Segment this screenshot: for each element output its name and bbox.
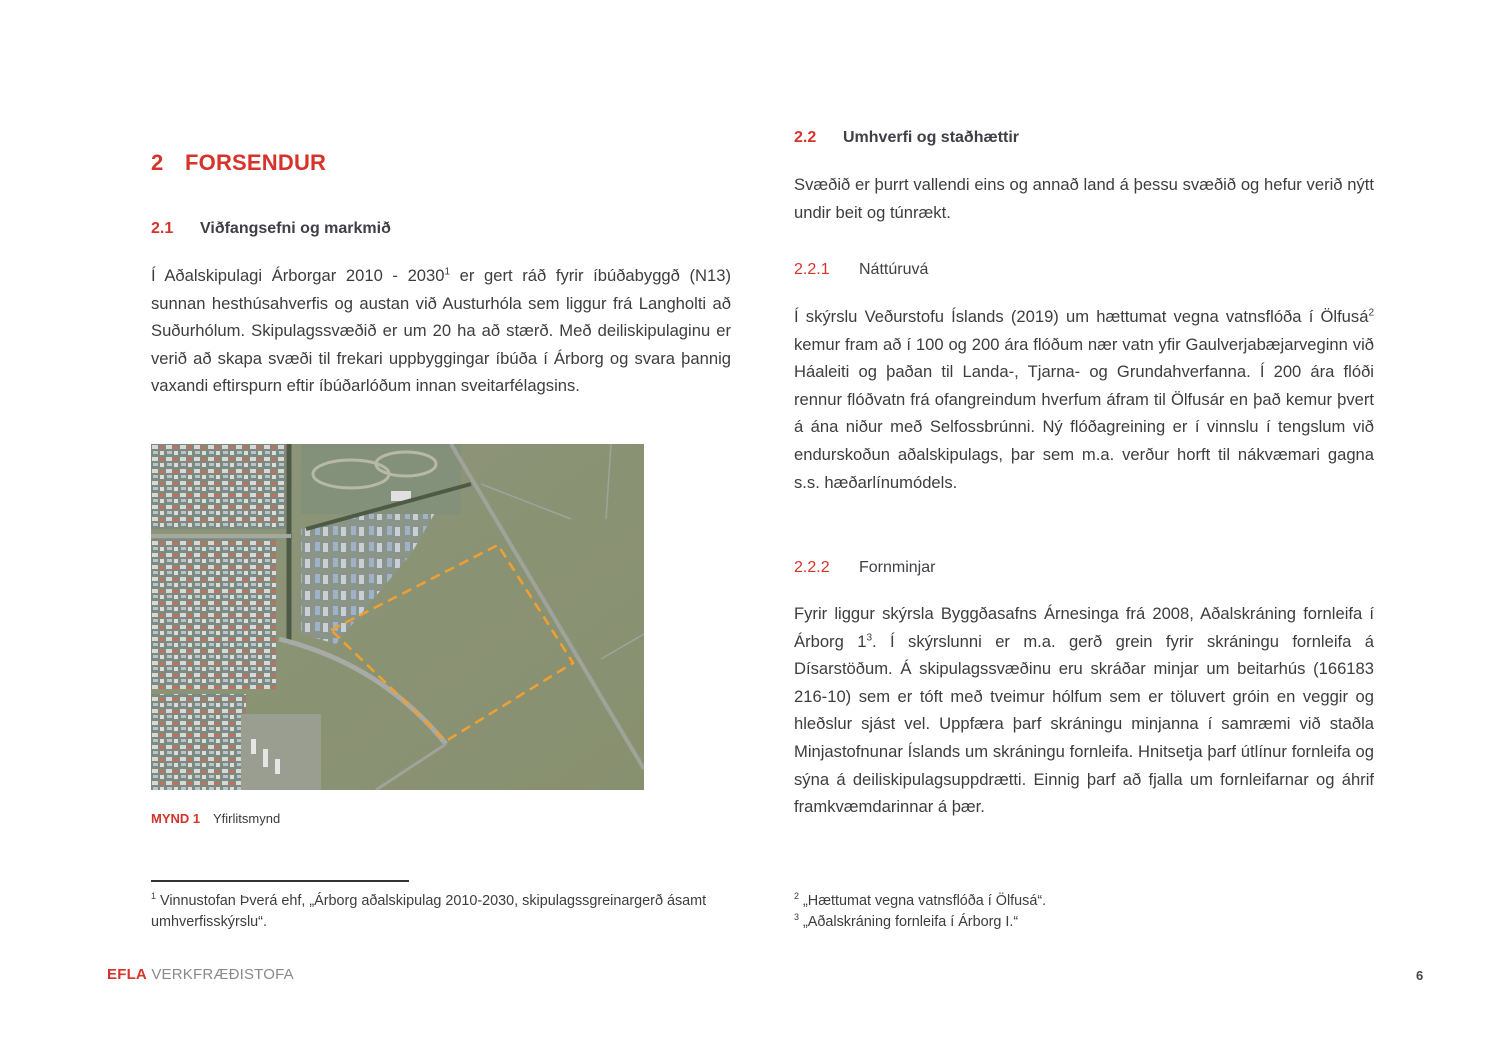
subsection-heading-2-2-1 [794, 261, 928, 279]
paragraph-2-1 [151, 262, 731, 400]
footnote-1 [151, 891, 731, 933]
footnote-text: Vinnustofan Þverá ehf, „Árborg aðalskipulag 2010-2030, skipulagssgreinargerð ásamt umhverfisskýrslu“. [151, 893, 707, 930]
footnote-ref[interactable]: 3 [866, 632, 872, 644]
paragraph-2-2 [794, 171, 1374, 226]
subsection-heading-2-2-2 [794, 559, 935, 577]
footer-logo [107, 966, 294, 983]
paragraph-text: kemur fram að í 100 og 200 ára flóðum nær vatn yfir Gaulverjabæjarveginn við Háaleiti og þaðan til Landa-, Tjarna- og Grundahverfanna. Í 200 ára flóði rennur flóðvatn frá ofangreindum hverfum áfram til Ölfusár en það kemur þvert á ána niður með Selfossbrúnni. Ný flóðagreining er í vinnslu í tengslum við endurskoðun aðalskipulags, þar sem m.a. verður horft til nákvæmari gagna s.s. hæðarlínumódels. [794, 334, 1374, 492]
paragraph-2-2-2 [794, 600, 1374, 821]
section-title: Viðfangsefni og markmið [200, 220, 391, 237]
section-number: 2.1 [151, 220, 174, 237]
footnote-ref[interactable]: 1 [444, 266, 451, 278]
footnote-divider [151, 880, 409, 882]
subsection-title: Fornminjar [859, 559, 936, 576]
footnote-mark: 1 [151, 891, 157, 902]
aerial-map-svg [151, 444, 644, 790]
building [275, 759, 280, 774]
paragraph-text: . Í skýrslunni er m.a. gerð grein fyrir skráningu fornleifa á Dísarstöðum. Á skipulagssvæðinu eru skráðar minjar um beitarhús (166183 216-10) sem er tóft með tveimur hólfum sem er töluvert gróin en veggir og hleðslur sjást vel. Uppfæra þarf skráningu minjanna í samræmi við staðla Minjastofnunar Íslands um skráningu fornleifa. Hnitsetja þarf útlínur fornleifa og sýna á deiliskipulagsuppdrætti. Einnig þarf að fjalla um fornleifarnar og áhrif framkvæmdarinnar á þær. [794, 631, 1374, 817]
building [263, 749, 268, 767]
page-number: 6 [1416, 968, 1424, 983]
footnote-mark: 3 [794, 912, 800, 923]
brand-name: EFLA [107, 966, 147, 983]
section-heading-2-1 [151, 220, 391, 238]
paragraph-text: Svæðið er þurrt vallendi eins og annað land á þessu svæðið og hefur verið nýtt undir beit og túnrækt. [794, 175, 1374, 222]
aerial-map-image [151, 444, 644, 790]
subsection-title: Náttúruvá [859, 261, 929, 278]
chapter-heading [151, 150, 326, 176]
footnote-3 [794, 912, 1394, 933]
paragraph-text: Í Aðalskipulagi Árborgar 2010 - 2030 [151, 266, 445, 285]
subsection-number: 2.2.1 [794, 261, 830, 278]
chapter-number: 2 [151, 150, 164, 175]
figure-caption-text: Yfirlitsmynd [213, 811, 281, 826]
footnote-text: „Hættumat vegna vatnsflóða í Ölfusá“. [799, 893, 1047, 909]
residential-area [151, 444, 286, 529]
subsection-number: 2.2.2 [794, 559, 830, 576]
paragraph-text: Í skýrslu Veðurstofu Íslands (2019) um hættumat vegna vatnsflóða í Ölfusá [794, 307, 1369, 326]
paragraph-text: er gert ráð fyrir íbúðabyggð (N13) sunnan hesthúsahverfis og austan við Austurhóla sem liggur frá Langholti að Suðurhólum. Skipulagssvæðið er um 20 ha að stærð. Með deiliskipulaginu er verið að skapa svæði til frekari uppbyggingar íbúða í Árborg og svara þannig vaxandi eftirspurn eftir íbúðarlóðum innan sveitarfélagsins. [151, 266, 731, 396]
figure-caption [151, 811, 280, 826]
paragraph-text: Fyrir liggur skýrsla Byggðasafns Árnesinga frá 2008, Aðalskráning fornleifa í Árborg 1 [794, 604, 1374, 651]
figure-label: MYND 1 [151, 811, 201, 826]
section-number: 2.2 [794, 129, 817, 146]
section-title: Umhverfi og staðhættir [843, 129, 1020, 146]
footnote-ref[interactable]: 2 [1368, 307, 1374, 319]
paragraph-2-2-1 [794, 303, 1374, 496]
building [251, 739, 256, 754]
brand-subtitle: VERKFRÆÐISTOFA [146, 966, 294, 983]
footnote-text: „Aðalskráning fornleifa í Árborg I.“ [799, 914, 1019, 930]
section-heading-2-2 [794, 129, 1019, 147]
footnote-2 [794, 891, 1394, 912]
chapter-title: FORSENDUR [185, 150, 327, 175]
track-area [301, 444, 461, 514]
residential-area [151, 539, 276, 689]
residential-area [151, 694, 246, 790]
footnote-mark: 2 [794, 891, 800, 902]
